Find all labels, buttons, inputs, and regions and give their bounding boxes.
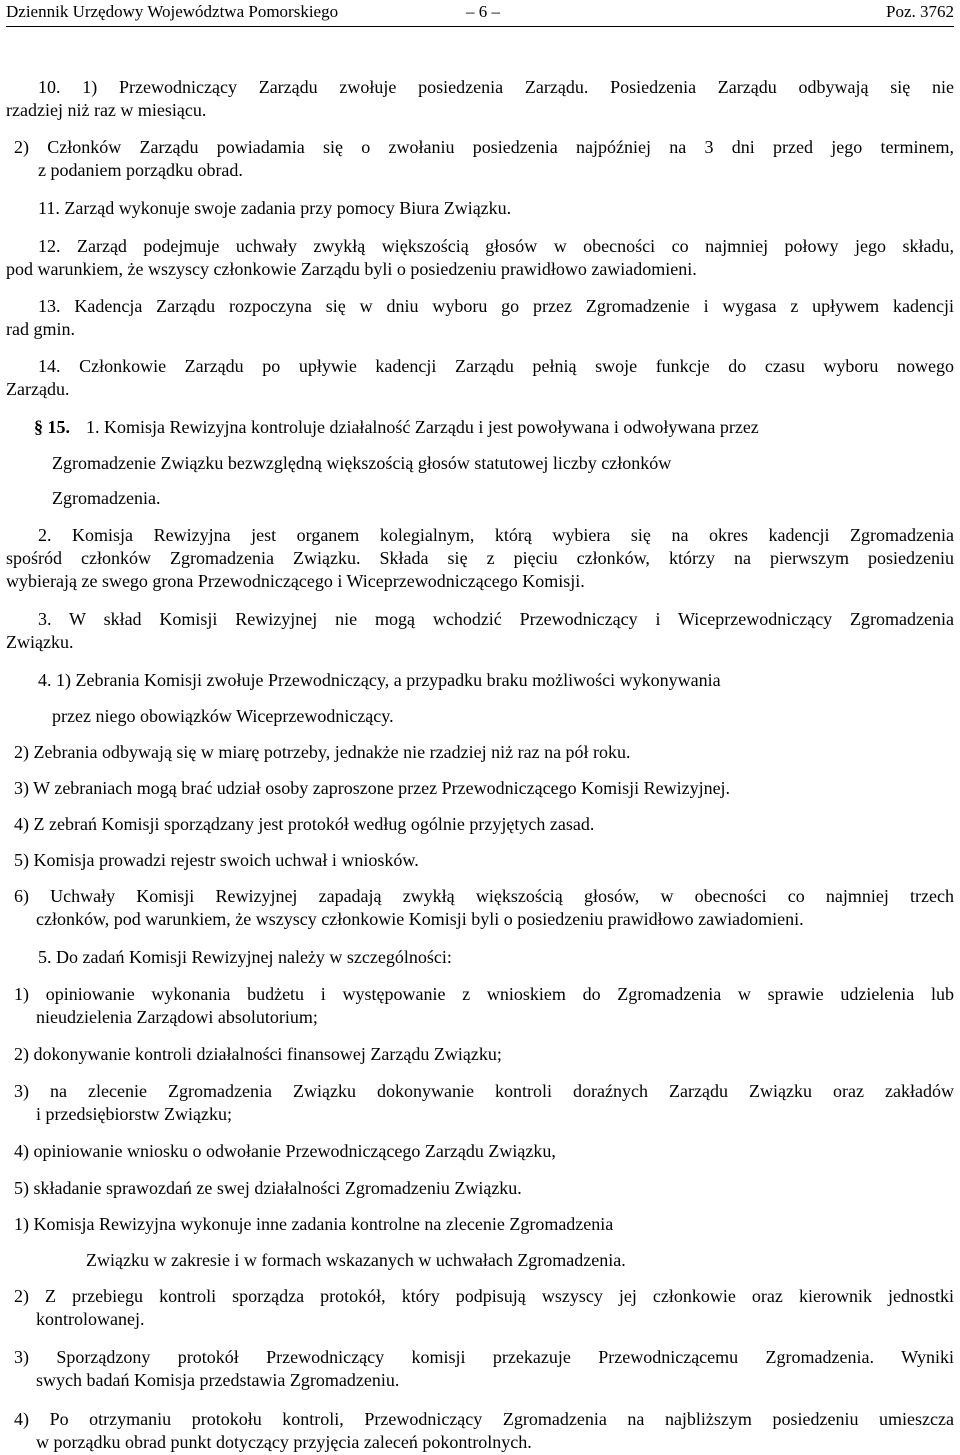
text-line: Związku. — [6, 632, 74, 652]
text-line: 3) Sporządzony protokół Przewodniczący komisji przekazuje Przewodniczącemu Zgromadzenia. Wyniki — [14, 1347, 954, 1367]
position-number: Poz. 3762 — [886, 2, 954, 21]
text-line: nieudzielenia Zarządowi absolutorium; — [36, 1007, 318, 1027]
text-line: wybierają ze swego grona Przewodniczącego i Wiceprzewodniczącego Komisji. — [6, 571, 585, 591]
text-line: Związku w zakresie i w formach wskazanych w uchwałach Zgromadzenia. — [86, 1250, 626, 1270]
text-line: przez niego obowiązków Wiceprzewodniczący. — [52, 706, 394, 726]
text-line: 4) opiniowanie wniosku o odwołanie Przewodniczącego Zarządu Związku, — [14, 1141, 556, 1161]
text-line: rzadziej niż raz w miesiącu. — [6, 100, 207, 120]
text-line: 1) Komisja Rewizyjna wykonuje inne zadania kontrolne na zlecenie Zgromadzenia — [14, 1214, 614, 1234]
text-line: 12. Zarząd podejmuje uchwały zwykłą większością głosów w obecności co najmniej połowy jego składu, — [38, 236, 954, 256]
text-line: 4) Po otrzymaniu protokołu kontroli, Przewodniczący Zgromadzenia na najbliższym posiedzeniu umieszcza — [14, 1409, 954, 1429]
page-number: – 6 – — [466, 2, 500, 21]
text-line: 5. Do zadań Komisji Rewizyjnej należy w szczególności: — [38, 947, 452, 967]
journal-title: Dziennik Urzędowy Województwa Pomorskiego — [6, 2, 339, 21]
text-line: spośród członków Zgromadzenia Związku. Składa się z pięciu członków, którzy na pierwszym posiedzeniu — [6, 548, 954, 568]
text-line: Zarządu. — [6, 379, 70, 399]
text-line: 3) W zebraniach mogą brać udział osoby zaproszone przez Przewodniczącego Komisji Rewizyjnej. — [14, 778, 731, 798]
text-line: 2) Członków Zarządu powiadamia się o zwołaniu posiedzenia najpóźniej na 3 dni przed jego terminem, — [14, 137, 954, 157]
text-line: 14. Członkowie Zarządu po upływie kadencji Zarządu pełnią swoje funkcje do czasu wyboru nowego — [38, 356, 954, 376]
text-line: pod warunkiem, że wszyscy członkowie Zarządu byli o posiedzeniu prawidłowo zawiadomieni. — [6, 259, 697, 279]
text-line: z podaniem porządku obrad. — [38, 160, 243, 180]
text-line: członków, pod warunkiem, że wszyscy członkowie Komisji byli o posiedzeniu prawidłowo zawiadomieni. — [36, 909, 804, 929]
text-line: 2) Z przebiegu kontroli sporządza protokół, który podpisują wszyscy jej członkowie oraz kierownik jednostki — [14, 1286, 954, 1306]
text-line: 4. 1) Zebrania Komisji zwołuje Przewodniczący, a przypadku braku możliwości wykonywania — [38, 670, 721, 690]
text-line: 13. Kadencja Zarządu rozpoczyna się w dniu wyboru go przez Zgromadzenie i wygasa z upływem kadencji — [38, 296, 954, 316]
text-line: 11. Zarząd wykonuje swoje zadania przy pomocy Biura Związku. — [38, 198, 512, 218]
text-line: 2) dokonywanie kontroli działalności finansowej Zarządu Związku; — [14, 1044, 502, 1064]
text-line: 1. Komisja Rewizyjna kontroluje działalność Zarządu i jest powoływana i odwoływana przez — [86, 417, 759, 437]
text-line: 3. W skład Komisji Rewizyjnej nie mogą wchodzić Przewodniczący i Wiceprzewodniczący Zgromadzenia — [38, 609, 954, 629]
text-line: 4) Z zebrań Komisji sporządzany jest protokół według ogólnie przyjętych zasad. — [14, 814, 595, 834]
text-line: 3) na zlecenie Zgromadzenia Związku dokonywanie kontroli doraźnych Zarządu Związku oraz zakładów — [14, 1081, 954, 1101]
text-line: 5) składanie sprawozdań ze swej działalności Zgromadzeniu Związku. — [14, 1178, 522, 1198]
text-line: kontrolowanej. — [36, 1309, 145, 1329]
text-line: 1) opiniowanie wykonania budżetu i występowanie z wnioskiem do Zgromadzenia w sprawie udzielenia lub — [14, 984, 954, 1004]
text-line: 10. 1) Przewodniczący Zarządu zwołuje posiedzenia Zarządu. Posiedzenia Zarządu odbywają się nie — [38, 77, 954, 97]
text-line: 6) Uchwały Komisji Rewizyjnej zapadają zwykłą większością głosów, w obecności co najmniej trzech — [14, 886, 954, 906]
text-line: 5) Komisja prowadzi rejestr swoich uchwał i wniosków. — [14, 850, 419, 870]
text-line: 2) Zebrania odbywają się w miarę potrzeby, jednakże nie rzadziej niż raz na pół roku. — [14, 742, 631, 762]
text-line: Zgromadzenie Związku bezwzględną większością głosów statutowej liczby członków — [52, 453, 672, 473]
text-line: 2. Komisja Rewizyjna jest organem kolegialnym, którą wybiera się na okres kadencji Zgromadzenia — [38, 525, 954, 545]
text-line: rad gmin. — [6, 319, 75, 339]
text-line: i przedsiębiorstw Związku; — [36, 1104, 232, 1124]
text-line: w porządku obrad punkt dotyczący przyjęcia zaleceń pokontrolnych. — [36, 1432, 532, 1452]
text-line: swych badań Komisja przedstawia Zgromadzeniu. — [36, 1370, 400, 1390]
section-heading: § 15. — [34, 417, 70, 437]
text-line: Zgromadzenia. — [52, 488, 161, 508]
